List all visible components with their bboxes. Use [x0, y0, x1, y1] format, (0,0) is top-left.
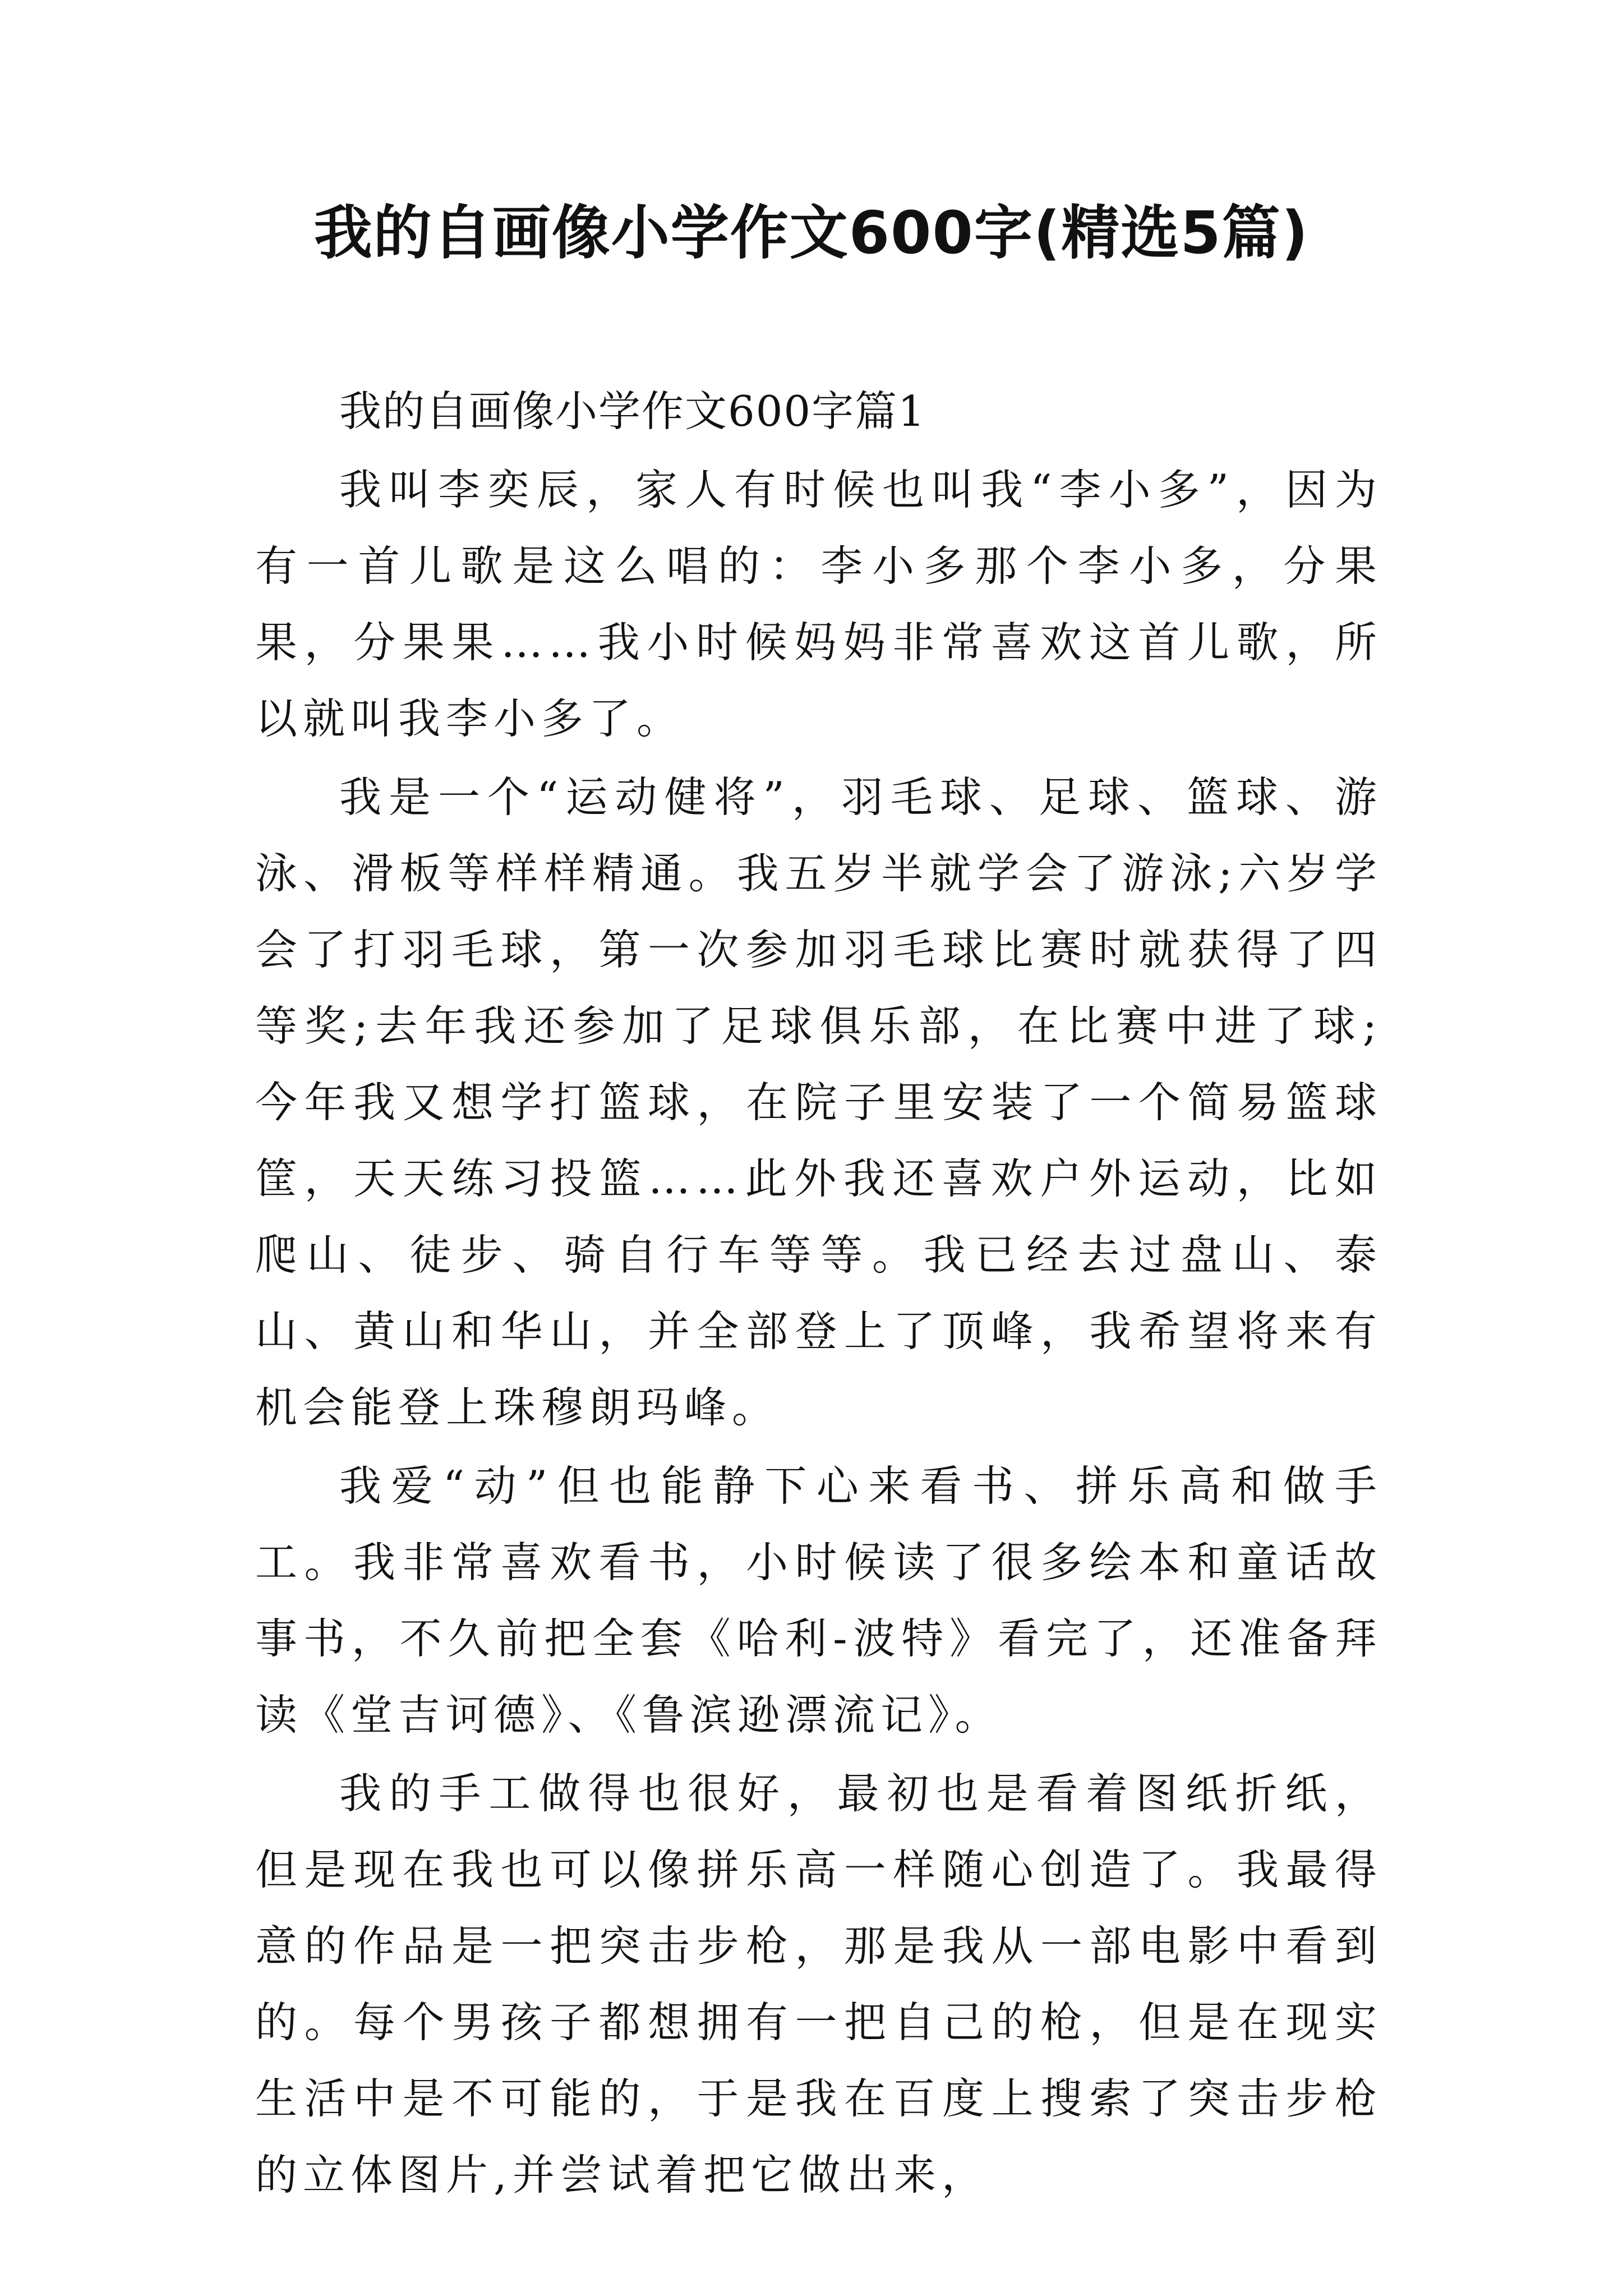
document-body — [255, 373, 1382, 2215]
paragraph-4: 我的手工做得也很好，最初也是看着图纸折纸，但是现在我也可以像拼乐高一样随心创造了。我最得意的作品是一把突击步枪，那是我从一部电影中看到的。每个男孩子都想拥有一把自己的枪，但是在现实生活中是不可能的，于是我在百度上搜索了突击步枪的立体图片,并尝试着把它做出来， — [255, 1769, 1382, 2200]
paragraph-3: 我爱“动”但也能静下心来看书、拼乐高和做手工。我非常喜欢看书，小时候读了很多绘本和童话故事书，不久前把全套《哈利-波特》看完了，还准备拜读《堂吉诃德》、《鲁滨逊漂流记》。 — [255, 1461, 1382, 1740]
document-title: 我的自画像小学作文600字(精选5篇) — [313, 199, 1310, 267]
paragraph-2: 我是一个“运动健将”，羽毛球、足球、篮球、游泳、滑板等样样精通。我五岁半就学会了游泳;六岁学会了打羽毛球，第一次参加羽毛球比赛时就获得了四等奖;去年我还参加了足球俱乐部，在比赛中进了球;今年我又想学打篮球，在院子里安装了一个简易篮球筐，天天练习投篮……此外我还喜欢户外运动，比如爬山、徒步、骑自行车等等。我已经去过盘山、泰山、黄山和华山，并全部登上了顶峰，我希望将来有机会能登上珠穆朗玛峰。 — [255, 772, 1382, 1432]
section-heading: 我的自画像小学作文600字篇1 — [339, 386, 926, 436]
paragraph-1: 我叫李奕辰，家人有时候也叫我“李小多”，因为有一首儿歌是这么唱的：李小多那个李小多，分果果，分果果……我小时候妈妈非常喜欢这首儿歌，所以就叫我李小多了。 — [255, 465, 1382, 743]
